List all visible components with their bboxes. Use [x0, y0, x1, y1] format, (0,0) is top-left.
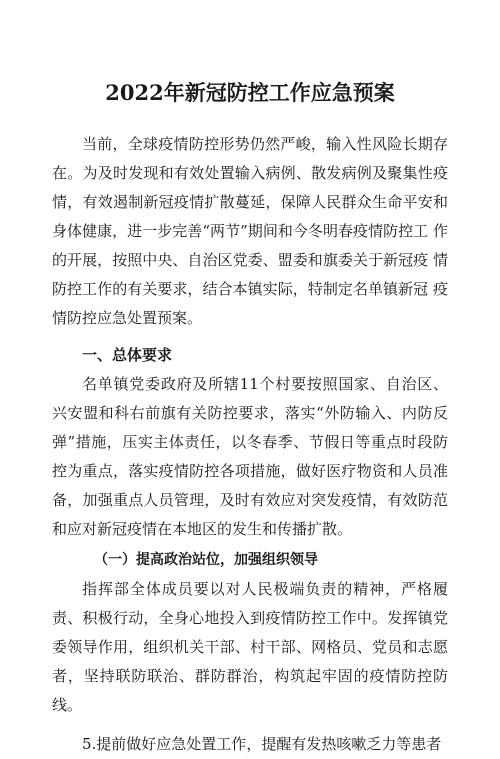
- item-5-text: 5.提前做好应急处置工作，提醒有发热咳嗽乏力等患者: [82, 735, 442, 753]
- subsection-heading-political-stance: （一）提高政治站位，加强组织领导: [94, 552, 318, 568]
- document-title: 2022年新冠防控工作应急预案: [105, 80, 395, 105]
- general-requirements-paragraph: 名单镇党委政府及所辖11个村要按照国家、自治区、 兴安盟和科右前旗有关防控要求，落实“外防输入、内防反 弹”措施，压实主体责任，以冬春季、节假日等重点时段防 控为重点，落实疫情防控各项措施，做好医疗物资和人员准 备，加强重点人员管理，及时有效应对突发疫情，有效防范 和应对新冠疫情在本地区的发生和传播扩散。: [52, 375, 448, 538]
- political-stance-paragraph: 指挥部全体成员要以对人民极端负责的精神，严格履 责、积极行动，全身心地投入到疫情防控工作中。发挥镇党 委领导作用，组织机关干部、村干部、网格员、党员和志愿 者，坚持联防联治、群防群治，构筑起牢固的疫情防控防线。: [52, 580, 448, 714]
- intro-paragraph: 当前，全球疫情防控形势仍然严峻，输入性风险长期存 在。为及时发现和有效处置输入病例、散发病例及聚集性疫 情，有效遏制新冠疫情扩散蔓延，保障人民群众生命平安和 身体健康，进一步完善“两节”期间和今冬明春疫情防控工 作的开展，按照中央、自治区党委、盟委和旗委关于新冠疫 情防控工作的有关要求，结合本镇实际，特制定名单镇新冠 疫情防控应急处置预案。: [52, 135, 448, 327]
- section-heading-general-requirements: 一、总体要求: [82, 346, 173, 364]
